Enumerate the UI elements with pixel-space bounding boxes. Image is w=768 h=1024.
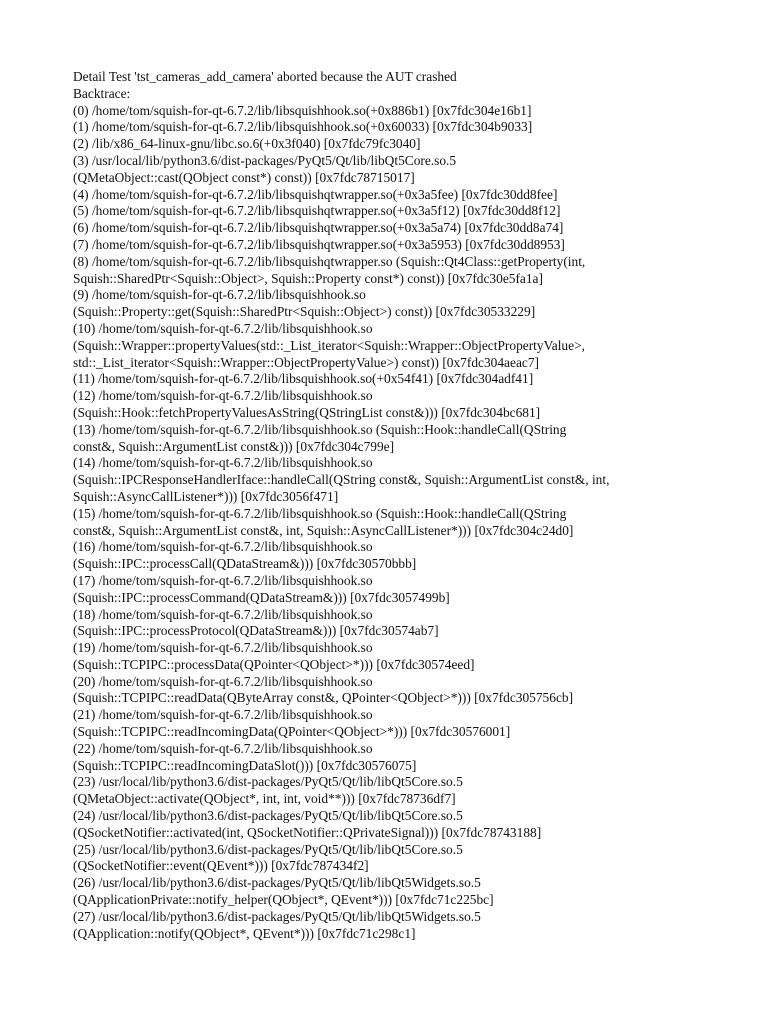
backtrace-line: (Squish::Property::get(Squish::SharedPtr<Squish::Object>) const)) [0x7fdc30533229] <box>73 304 536 320</box>
backtrace-line: (23) /usr/local/lib/python3.6/dist-packages/PyQt5/Qt/lib/libQt5Core.so.5 <box>73 774 463 790</box>
backtrace-line: (2) /lib/x86_64-linux-gnu/libc.so.6(+0x3f040) [0x7fdc79fc3040] <box>73 136 421 152</box>
backtrace-line: (QApplicationPrivate::notify_helper(QObject*, QEvent*))) [0x7fdc71c225bc] <box>73 892 494 908</box>
backtrace-line: (Squish::IPC::processProtocol(QDataStream&))) [0x7fdc30574ab7] <box>73 623 439 639</box>
backtrace-list <box>73 103 753 943</box>
backtrace-line: (22) /home/tom/squish-for-qt-6.7.2/lib/libsquishhook.so <box>73 740 373 756</box>
crash-report <box>73 69 753 942</box>
backtrace-line: (18) /home/tom/squish-for-qt-6.7.2/lib/libsquishhook.so <box>73 606 373 622</box>
backtrace-line: (3) /usr/local/lib/python3.6/dist-packages/PyQt5/Qt/lib/libQt5Core.so.5 <box>73 152 457 168</box>
backtrace-line: (0) /home/tom/squish-for-qt-6.7.2/lib/libsquishhook.so(+0x886b1) [0x7fdc304e16b1] <box>73 102 532 118</box>
backtrace-line: (Squish::IPC::processCommand(QDataStream&))) [0x7fdc3057499b] <box>73 589 450 605</box>
backtrace-line: (20) /home/tom/squish-for-qt-6.7.2/lib/libsquishhook.so <box>73 673 373 689</box>
backtrace-line: (26) /usr/local/lib/python3.6/dist-packages/PyQt5/Qt/lib/libQt5Widgets.so.5 <box>73 875 481 891</box>
backtrace-line: (8) /home/tom/squish-for-qt-6.7.2/lib/libsquishqtwrapper.so (Squish::Qt4Class::getProperty(int, <box>73 253 586 269</box>
backtrace-line: (Squish::IPCResponseHandlerIface::handleCall(QString const&, Squish::ArgumentList const&, int, <box>73 472 610 488</box>
backtrace-line: (QMetaObject::cast(QObject const*) const)) [0x7fdc78715017] <box>73 169 415 185</box>
backtrace-label: Backtrace: <box>73 85 131 101</box>
backtrace-line: (1) /home/tom/squish-for-qt-6.7.2/lib/libsquishhook.so(+0x60033) [0x7fdc304b9033] <box>73 119 533 135</box>
backtrace-line: (QApplication::notify(QObject*, QEvent*))) [0x7fdc71c298c1] <box>73 925 416 941</box>
backtrace-line: (10) /home/tom/squish-for-qt-6.7.2/lib/libsquishhook.so <box>73 320 373 336</box>
backtrace-line: Squish::SharedPtr<Squish::Object>, Squish::Property const*) const)) [0x7fdc30e5fa1a] <box>73 270 543 286</box>
backtrace-line: (12) /home/tom/squish-for-qt-6.7.2/lib/libsquishhook.so <box>73 388 373 404</box>
backtrace-line: (14) /home/tom/squish-for-qt-6.7.2/lib/libsquishhook.so <box>73 455 373 471</box>
backtrace-line: (9) /home/tom/squish-for-qt-6.7.2/lib/libsquishhook.so <box>73 287 366 303</box>
backtrace-line: (17) /home/tom/squish-for-qt-6.7.2/lib/libsquishhook.so <box>73 572 373 588</box>
backtrace-line: (24) /usr/local/lib/python3.6/dist-packages/PyQt5/Qt/lib/libQt5Core.so.5 <box>73 808 463 824</box>
backtrace-line: (Squish::Wrapper::propertyValues(std::_List_iterator<Squish::Wrapper::ObjectPropertyValue>, <box>73 337 585 353</box>
backtrace-line: (11) /home/tom/squish-for-qt-6.7.2/lib/libsquishhook.so(+0x54f41) [0x7fdc304adf41] <box>73 371 534 387</box>
backtrace-line: (4) /home/tom/squish-for-qt-6.7.2/lib/libsquishqtwrapper.so(+0x3a5fee) [0x7fdc30dd8fee] <box>73 186 558 202</box>
backtrace-line: std::_List_iterator<Squish::Wrapper::ObjectPropertyValue>) const)) [0x7fdc304aeac7] <box>73 354 539 370</box>
backtrace-line: (QMetaObject::activate(QObject*, int, int, void**))) [0x7fdc78736df7] <box>73 791 456 807</box>
backtrace-line: (7) /home/tom/squish-for-qt-6.7.2/lib/libsquishqtwrapper.so(+0x3a5953) [0x7fdc30dd8953] <box>73 236 565 252</box>
backtrace-line: (25) /usr/local/lib/python3.6/dist-packages/PyQt5/Qt/lib/libQt5Core.so.5 <box>73 841 463 857</box>
backtrace-line: (27) /usr/local/lib/python3.6/dist-packages/PyQt5/Qt/lib/libQt5Widgets.so.5 <box>73 908 481 924</box>
backtrace-line: (Squish::IPC::processCall(QDataStream&))) [0x7fdc30570bbb] <box>73 556 417 572</box>
backtrace-line: (Squish::Hook::fetchPropertyValuesAsString(QStringList const&))) [0x7fdc304bc681] <box>73 404 541 420</box>
backtrace-line: const&, Squish::ArgumentList const&, int, Squish::AsyncCallListener*))) [0x7fdc304c24d0] <box>73 522 574 538</box>
backtrace-line: (13) /home/tom/squish-for-qt-6.7.2/lib/libsquishhook.so (Squish::Hook::handleCall(QString <box>73 421 567 437</box>
backtrace-line: (5) /home/tom/squish-for-qt-6.7.2/lib/libsquishqtwrapper.so(+0x3a5f12) [0x7fdc30dd8f12] <box>73 203 561 219</box>
backtrace-line: (15) /home/tom/squish-for-qt-6.7.2/lib/libsquishhook.so (Squish::Hook::handleCall(QString <box>73 505 567 521</box>
backtrace-line: (6) /home/tom/squish-for-qt-6.7.2/lib/libsquishqtwrapper.so(+0x3a5a74) [0x7fdc30dd8a74] <box>73 220 564 236</box>
backtrace-line: (QSocketNotifier::event(QEvent*))) [0x7fdc787434f2] <box>73 858 369 874</box>
backtrace-line: (Squish::TCPIPC::processData(QPointer<QObject>*))) [0x7fdc30574eed] <box>73 656 475 672</box>
backtrace-line: const&, Squish::ArgumentList const&))) [0x7fdc304c799e] <box>73 438 395 454</box>
report-heading: Detail Test 'tst_cameras_add_camera' aborted because the AUT crashed <box>73 69 457 84</box>
backtrace-line: (Squish::TCPIPC::readData(QByteArray const&, QPointer<QObject>*))) [0x7fdc305756cb] <box>73 690 574 706</box>
backtrace-line: (19) /home/tom/squish-for-qt-6.7.2/lib/libsquishhook.so <box>73 640 373 656</box>
backtrace-line: (16) /home/tom/squish-for-qt-6.7.2/lib/libsquishhook.so <box>73 539 373 555</box>
backtrace-line: (QSocketNotifier::activated(int, QSocketNotifier::QPrivateSignal))) [0x7fdc78743188] <box>73 824 542 840</box>
backtrace-line: (21) /home/tom/squish-for-qt-6.7.2/lib/libsquishhook.so <box>73 707 373 723</box>
backtrace-line: (Squish::TCPIPC::readIncomingDataSlot())) [0x7fdc30576075] <box>73 757 417 773</box>
backtrace-line: Squish::AsyncCallListener*))) [0x7fdc3056f471] <box>73 488 339 504</box>
backtrace-line: (Squish::TCPIPC::readIncomingData(QPointer<QObject>*))) [0x7fdc30576001] <box>73 724 511 740</box>
